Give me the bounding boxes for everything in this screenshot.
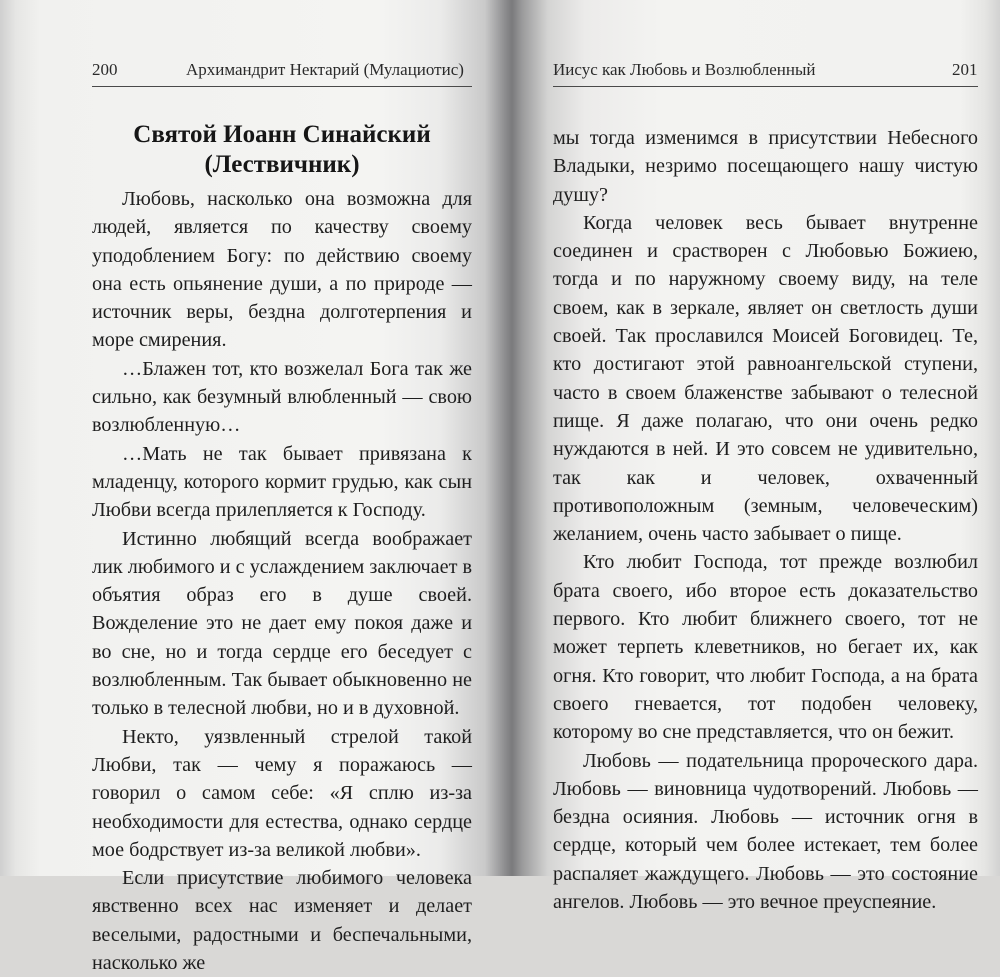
left-page-number: 200 xyxy=(92,60,118,79)
right-page-number: 201 xyxy=(952,60,978,79)
left-header-rule xyxy=(92,86,472,87)
continuation-paragraph: мы тогда изменимся в присутствии Небесного Владыки, незримо посещающего нашу чистую душу? xyxy=(553,127,978,206)
paragraph: …Мать не так бывает привязана к младенцу, которого кормит грудью, как сын Любви всегда прилепляется к Господу. xyxy=(92,442,472,522)
paragraph: Если присутствие любимого человека явственно всех нас изменяет и делает веселыми, радостными и беспечальными, насколько же xyxy=(92,867,472,975)
paragraph: Истинно любящий всегда воображает лик любимого и с услаждением заключает в объятия образ его в душе своей. Вожделение это не дает ему покоя даже и во сне, но и тогда сердце его беседует с возлюбленным. Так бывает обыкновенно не только в телесной любви, но и в духовной. xyxy=(92,527,472,720)
left-running-title: Архимандрит Нектарий (Мулациотис) xyxy=(186,60,464,79)
left-body-text xyxy=(92,185,472,977)
paragraph: Когда человек весь бывает внутренне соединен и срастворен с Любовью Божиею, тогда и по наружному своему виду, на теле своем, как в зеркале, являет он светлость души своей. Так прославился Моисей Боговидец. Те, кто достигают этой равноангельской ступени, часто в своем блаженстве забывают о телесной пище. Я даже полагаю, что они очень редко нуждаются в ней. И это совсем не удивительно, так как и человек, охваченный противоположным (земным, человеческим) желанием, очень часто забывает о пище. xyxy=(553,211,978,546)
paragraph: Любовь — подательница пророческого дара. Любовь — виновница чудотворений. Любовь — бездна осияния. Любовь — источник огня в сердце, который чем более истекает, тем более распаляет жаждущего. Любовь — это состояние ангелов. Любовь — это вечное преуспеяние. xyxy=(553,749,978,914)
right-body-text xyxy=(553,124,978,916)
left-page xyxy=(0,0,500,975)
right-running-title: Иисус как Любовь и Возлюбленный xyxy=(553,60,816,79)
chapter-title-line1: Святой Иоанн Синайский xyxy=(133,121,431,148)
chapter-title xyxy=(92,120,472,180)
paragraph: Кто любит Господа, тот прежде возлюбил брата своего, ибо второе есть доказательство первого. Кто любит ближнего своего, тот не может терпеть клеветников, но бегает их, как огня. Кто говорит, что любит Господа, а на брата своего гневается, тот подобен человеку, которому во сне представляется, что он бежит. xyxy=(553,551,978,744)
right-page xyxy=(515,0,1000,914)
right-header-rule xyxy=(553,86,978,87)
chapter-title-line2: (Лествичник) xyxy=(204,151,360,178)
paragraph: Любовь, насколько она возможна для людей, является по качеству своему уподоблением Богу: по действию своему она есть опьянение души, а по природе — источник веры, бездна долготерпения и море смирения. xyxy=(92,188,472,352)
paragraph: …Блажен тот, кто возжелал Бога так же сильно, как безумный влюбленный — свою возлюбленную… xyxy=(92,357,472,437)
paragraph: Некто, уязвленный стрелой такой Любви, так — чему я поражаюсь — говорил о самом себе: «Я сплю из-за необходимости для естества, однако сердце мое бодрствует из-за великой любви». xyxy=(92,725,472,861)
